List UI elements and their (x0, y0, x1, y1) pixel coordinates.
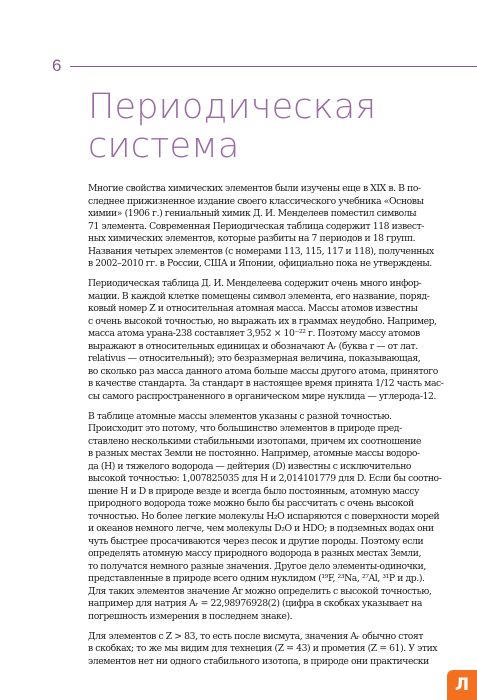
text-line: ковый номер Z и относительная атомная масса. Массы атомов известны (88, 303, 418, 315)
publisher-logo-icon: Л (454, 675, 470, 695)
paragraph (88, 278, 444, 403)
text-line: например для натрия Aᵣ = 22,98976928(2) (цифра в скобках указывает на (88, 598, 422, 610)
header-rule (70, 66, 477, 67)
text-line: relativus — относительный); это безразмерная величина, показывающая, (88, 353, 421, 365)
chapter-title-line: Периодическая (88, 87, 377, 127)
text-line: природного водорода тоже можно было бы рассчитать с очень высокой (88, 498, 414, 510)
text-line: Названия четырех элементов (с номерами 113, 115, 117 и 118), полученных (88, 245, 434, 257)
text-line: следнее прижизненное издание своего классического учебника «Основы (88, 195, 424, 207)
text-line: химии» (1906 г.) гениальный химик Д. И. Менделеев поместил символы (88, 208, 417, 219)
text-line: элементов нет ни одного стабильного изотопа, в природе они практически (88, 655, 429, 667)
text-line: масса атома урана-238 составляет 3,952 × 10⁻²² г. Поэтому массу атомов (88, 328, 420, 340)
text-line: выражают в относительных единицах и обозначают Aᵣ (буква r — от лат. (88, 340, 418, 352)
text-line: мации. В каждой клетке помещены символ элемента, его название, поряд- (88, 290, 430, 302)
text-line: Для элементов с Z > 83, то есть после висмута, значения Aᵣ обычно стоят (88, 630, 424, 642)
text-line: в качестве стандарта. За стандарт в настоящее время принята 1/12 часть мас- (88, 378, 444, 390)
chapter-title (88, 88, 376, 166)
text-line: с очень высокой точностью, но выражать их в граммах неудобно. Например, (88, 315, 437, 327)
text-line: В таблице атомные массы элементов указаны с разной точностью. (88, 410, 392, 422)
text-line: 71 элемента. Современная Периодическая таблица содержит 118 извест- (88, 220, 425, 232)
paragraph (88, 410, 442, 624)
text-line: определять атомную массу природного водорода в разных местах Земли, (88, 548, 421, 560)
body-text (88, 183, 444, 676)
text-line: Происходит это потому, что большинство элементов в природе пред- (88, 423, 402, 435)
text-line: ставлено несколькими стабильными изотопами, причем их соотношение (88, 435, 422, 447)
text-line: и океанов немного легче, чем молекулы D₂O и HDO; в подземных водах они (88, 523, 434, 535)
publisher-badge[interactable] (447, 670, 477, 700)
page-number: 6 (52, 56, 62, 75)
text-line: точностью. Но более легкие молекулы H₂O испаряются с поверхности морей (88, 510, 440, 522)
text-line: шение H и D в природе везде и всегда было постоянным, атомную массу (88, 485, 419, 497)
paragraph (88, 183, 434, 271)
text-line: Периодическая таблица Д. И. Менделеева содержит очень много инфор- (88, 278, 422, 290)
text-line: Многие свойства химических элементов были изучены еще в XIX в. В по- (88, 183, 421, 194)
chapter-title-line: система (88, 126, 240, 166)
text-line: погрешность измерения в последнем знаке). (88, 610, 293, 622)
text-line: сы самого распространенного в органическом мире нуклида — углерода-12. (88, 390, 437, 402)
text-line: да (H) и тяжелого водорода — дейтерия (D) известны с исключительно (88, 460, 412, 472)
text-line: то получатся немного разные значения. Другое дело элементы-одиночки, (88, 560, 426, 572)
text-line: представленные в природе всего одним нуклидом (¹⁹F, ²³Na, ²⁷Al, ³¹P и др.). (88, 573, 425, 585)
text-line: чуть быстрее просачиваются через песок и другие породы. Поэтому если (88, 535, 424, 547)
text-line: высокой точностью: 1,007825035 для H и 2,014101779 для D. Если бы соотно- (88, 473, 442, 485)
text-line: ных химических элементов, которые разбиты на 7 периодов и 18 групп. (88, 233, 416, 244)
text-line: во сколько раз масса данного атома больше массы другого атома, принятого (88, 365, 438, 377)
text-line: Для таких элементов значение Ar можно определить с высокой точностью, (88, 585, 432, 597)
text-line: в 2002–2010 гг. в России, США и Японии, официально пока не утверждены. (88, 258, 432, 269)
text-line: в скобках; то же мы видим для технеция (Z = 43) и прометия (Z = 61). У этих (88, 643, 438, 655)
paragraph (88, 630, 438, 669)
text-line: в разных местах Земли не постоянно. Например, атомные массы водоро- (88, 448, 420, 460)
